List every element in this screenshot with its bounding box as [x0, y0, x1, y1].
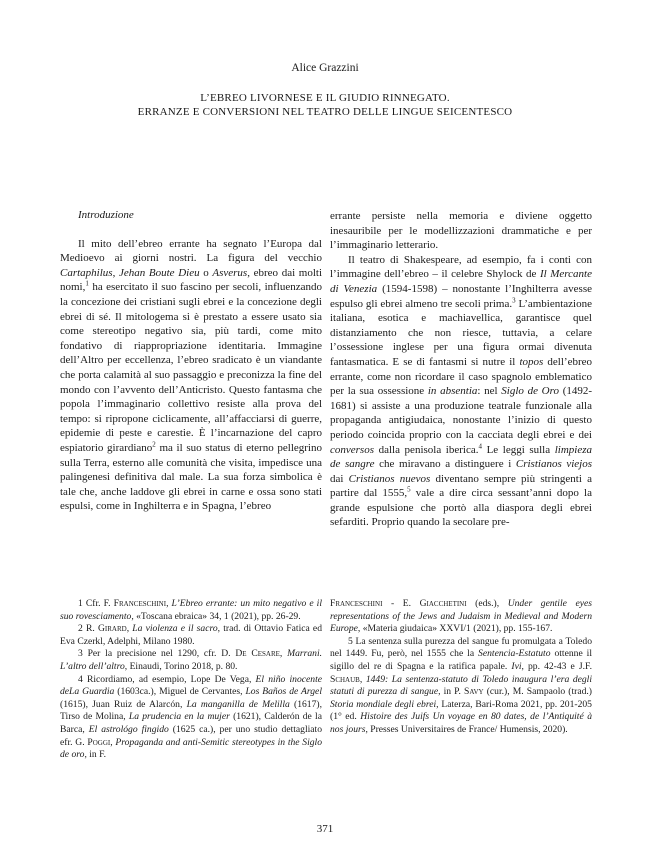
footnote-ref-5[interactable]: 5	[407, 485, 411, 494]
footnote-2: 2 R. Girard, La violenza e il sacro, trad. di Ottavio Fatica ed Eva Czerkl, Adelphi, Milano 1980.	[60, 623, 322, 647]
footnotes-right	[330, 598, 592, 737]
page-number: 371	[316, 823, 334, 835]
footnote-1: 1 Cfr. F. Franceschini, L’Ebreo errante: un mito negativo e il suo rovesciamento, «Toscana ebraica» 34, 1 (2021), pp. 26-29.	[60, 598, 322, 622]
footnote-3: 3 Per la precisione nel 1290, cfr. D. De Cesare, Marrani. L’altro dell’altro, Einaudi, Torino 2018, p. 80.	[60, 648, 323, 672]
title-line-1: L’EBREO LIVORNESE E IL GIUDIO RINNEGATO.	[200, 92, 450, 104]
article-title	[60, 91, 590, 119]
footnote-ref-3[interactable]: 3	[512, 295, 516, 304]
footnotes-left	[60, 598, 322, 762]
body-column-right	[330, 209, 592, 530]
body-column-left	[60, 208, 322, 514]
section-heading: Introduzione	[78, 209, 134, 221]
body-paragraph: errante persiste nella memoria e diviene oggetto inesauribile per le modellizzazioni drammatiche e per l’immaginario letterario.	[330, 210, 592, 252]
body-paragraph: Il teatro di Shakespeare, ad esempio, fa i conti con l’immagine dell’ebreo – il celebre Shylock de Il Mercante di Venezia (1594-1598) – nonostante l’Inghilterra avesse espulso gli ebrei almeno tre secoli prima.$^3$ L’ambientazione italiana, esotica e machiavellica, garantisce quel distanziamento che non riesce, tuttavia, a celare l’ossessione inglese per una figura ormai divenuta fantasmatica. E se di fantasmi si nutre il topos dell’ebreo errante, come non ricordare il caso spagnolo emblematico per la sua ossessione in absentia: nel Siglo de Oro (1492-1681) si assiste a una produzione teatrale funzionale alla propaganda antigiudaica, nonostante l’inizio di questo periodo coincida proprio con la cacciata degli ebrei e dei conversos dalla penisola iberica.$^4$ Le leggi sulla limpieza de sangre che miravano a distinguere i Cristianos viejos dai Cristianos nuevos diventano sempre più stringenti a partire dal 1555,$^5$ vale a dire circa sessant’anni dopo la grande espulsione che portò alla diaspora degli ebrei sefarditi. Proprio quando la secolare pre-	[330, 253, 593, 529]
footnote-4-continued: Franceschini - E. Giacchetini (eds.), Under gentile eyes representations of the Jews and Judaism in Medieval and Modern Europe, «Materia giudaica» XXVI/1 (2021), pp. 155-167.	[330, 598, 592, 635]
author-name: Alice Grazzini	[291, 62, 359, 74]
title-line-2: ERRANZE E CONVERSIONI NEL TEATRO DELLE LINGUE SEICENTESCO	[137, 106, 513, 118]
footnote-ref-2[interactable]: 2	[152, 440, 156, 449]
body-paragraph: Il mito dell’ebreo errante ha segnato l’Europa dal Medioevo ai giorni nostri. La figura del vecchio Cartaphilus, Jehan Boute Dieu o Asverus, ebreo dai molti nomi,$^1$ ha esercitato il suo fascino per secoli, influenzando la concezione dei cristiani sugli ebrei e la concezione degli ebrei di sé. Il mitologema si è prestato a essere usato sia come stereotipo negativo sia, più tardi, come mito fondativo di riappropriazione identitaria. Immagine dell’Altro per eccellenza, l’ebreo sradicato è un viandante che porta calamità al suo passaggio e preconizza la fine del mondo con l’avvento dell’Anticristo. Questo fantasma che popola l’immaginario collettivo resiste alla prova del tempo: si ripropone ciclicamente, all’affacciarsi di guerre, epidemie di peste e carestie. È l’incarnazione del capro espiatorio girardiano$^2$ ma il suo status di eterno pellegrino sulla Terra, esterno alle comunità che visita, impedisce una palingenesi definitiva dal male. La sua forza simbolica è tale che, anche laddove gli ebrei in carne e ossa sono stati espulsi, come in Inghilterra e in Spagna, l’ebreo	[60, 237, 323, 513]
footnote-ref-4[interactable]: 4	[478, 441, 482, 450]
footnote-4: 4 Ricordiamo, ad esempio, Lope De Vega, El niño inocente deLa Guardia (1603ca.), Miguel de Cervantes, Los Baños de Argel (1615), Juan Ruiz de Alarcón, La manganilla de Melilla (1617), Tirso de Molina, La prudencia en la mujer (1621), Calderón de la Barca, El astrológo fingido (1625 ca.), per uno studio dettagliato efr. G. Poggi, Propaganda and anti-Semitic stereotypes in the Siglo de oro, in F.	[60, 673, 323, 761]
footnote-5: 5 La sentenza sulla purezza del sangue fu promulgata a Toledo nel 1449. Fu, però, nel 1555 che la Sentencia-Estatuto ottenne il sigillo del re di Spagna e la ratifica papale. Ivi, pp. 42-43 e J.F. Schaub, 1449: La sentenza-statuto di Toledo inaugura l’era degli statuti di purezza di sangue, in P. Savy (cur.), M. Sampaolo (trad.) Storia mondiale degli ebrei, Laterza, Bari-Roma 2021, pp. 201-205 (1° ed. Histoire des Juifs Un voyage en 80 dates, de l’Antiquité à nos jours, Presses Universitaires de France/ Humensis, 2020).	[330, 635, 593, 735]
footnote-ref-1[interactable]: 1	[85, 279, 89, 288]
